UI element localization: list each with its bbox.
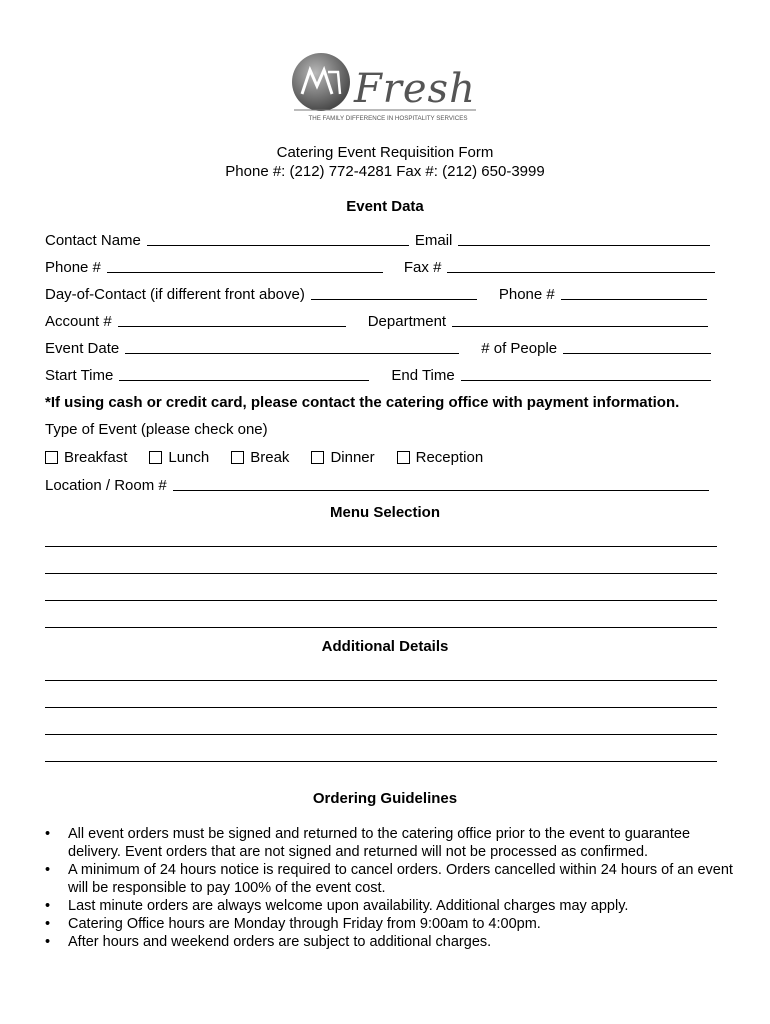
bullet-icon: • — [45, 898, 51, 914]
department-label: Department — [367, 313, 447, 330]
menu-line[interactable] — [45, 546, 717, 547]
email-blank[interactable] — [458, 244, 710, 246]
fax-field[interactable] — [404, 259, 716, 276]
list-item — [45, 897, 735, 915]
department-blank[interactable] — [452, 325, 708, 327]
day-of-contact-blank[interactable] — [311, 298, 477, 300]
details-line[interactable] — [45, 734, 717, 735]
list-item — [45, 825, 735, 861]
checkbox-label: Dinner — [330, 449, 375, 466]
account-field[interactable] — [45, 313, 346, 330]
checkbox-break[interactable] — [231, 449, 289, 466]
row-event-date-people — [45, 340, 725, 357]
guidelines-list — [45, 825, 735, 951]
num-people-field[interactable] — [481, 340, 711, 357]
bullet-icon: • — [45, 916, 51, 932]
event-date-blank[interactable] — [125, 352, 459, 354]
day-of-contact-label: Day-of-Contact (if different front above) — [45, 286, 305, 303]
guideline-text: After hours and weekend orders are subject to additional charges. — [68, 934, 492, 950]
row-start-end-time — [45, 367, 725, 384]
phone-label: Phone # — [45, 259, 101, 276]
checkbox-square-icon[interactable] — [231, 451, 244, 464]
checkbox-lunch[interactable] — [149, 449, 209, 466]
email-label: Email — [414, 232, 453, 249]
fax-label: Fax # — [403, 259, 442, 276]
phone2-label: Phone # — [498, 286, 555, 303]
start-time-field[interactable] — [45, 367, 369, 384]
bullet-icon: • — [45, 862, 51, 878]
company-logo — [288, 50, 488, 125]
type-of-event-prompt: Type of Event (please check one) — [45, 421, 268, 438]
row-phone-fax — [45, 259, 725, 276]
row-account-department — [45, 313, 725, 330]
guideline-text: Last minute orders are always welcome upon availability. Additional charges may apply. — [68, 898, 629, 914]
menu-selection-heading: Menu Selection — [329, 504, 441, 521]
checkbox-square-icon[interactable] — [397, 451, 410, 464]
row-contact-email — [45, 232, 725, 249]
list-item — [45, 933, 735, 951]
event-date-field[interactable] — [45, 340, 459, 357]
ordering-guidelines-heading: Ordering Guidelines — [312, 790, 458, 807]
contact-name-label: Contact Name — [45, 232, 141, 249]
department-field[interactable] — [368, 313, 708, 330]
phone-blank[interactable] — [107, 271, 383, 273]
row-location — [45, 477, 725, 494]
guideline-text: Catering Office hours are Monday through Friday from 9:00am to 4:00pm. — [68, 916, 541, 932]
checkbox-square-icon[interactable] — [45, 451, 58, 464]
fax-blank[interactable] — [447, 271, 715, 273]
details-line[interactable] — [45, 761, 717, 762]
checkbox-breakfast[interactable] — [45, 449, 127, 466]
logo-brand-text: Fresh — [354, 66, 476, 112]
email-field[interactable] — [415, 232, 711, 249]
account-label: Account # — [45, 313, 112, 330]
checkbox-square-icon[interactable] — [311, 451, 324, 464]
form-title: Catering Event Requisition Form — [276, 144, 494, 161]
location-blank[interactable] — [173, 489, 709, 491]
day-of-contact-field[interactable] — [45, 286, 477, 303]
contact-line: Phone #: (212) 772-4281 Fax #: (212) 650-3999 — [225, 163, 545, 180]
num-people-blank[interactable] — [563, 352, 711, 354]
menu-line[interactable] — [45, 600, 717, 601]
checkbox-square-icon[interactable] — [149, 451, 162, 464]
checkbox-label: Breakfast — [64, 449, 128, 466]
account-blank[interactable] — [118, 325, 346, 327]
guideline-text: A minimum of 24 hours notice is required to cancel orders. Orders cancelled within 24 hours of an event will be responsible to pay 100% of the event cost. — [68, 862, 733, 896]
end-time-field[interactable] — [391, 367, 710, 384]
payment-note: *If using cash or credit card, please contact the catering office with payment information. — [45, 394, 680, 411]
contact-name-field[interactable] — [45, 232, 409, 249]
details-line[interactable] — [45, 707, 717, 708]
start-time-blank[interactable] — [119, 379, 369, 381]
phone2-blank[interactable] — [561, 298, 707, 300]
num-people-label: # of People — [481, 340, 558, 357]
list-item — [45, 915, 735, 933]
menu-line[interactable] — [45, 573, 717, 574]
checkbox-dinner[interactable] — [311, 449, 374, 466]
start-time-label: Start Time — [45, 367, 114, 384]
guideline-text: All event orders must be signed and returned to the catering office prior to the event to guarantee delivery. Event orders that are not signed and returned will not be processed as confirmed. — [68, 826, 691, 860]
location-label: Location / Room # — [45, 477, 167, 494]
contact-name-blank[interactable] — [147, 244, 409, 246]
menu-line[interactable] — [45, 627, 717, 628]
event-data-heading: Event Data — [346, 198, 424, 215]
logo-tagline: THE FAMILY DIFFERENCE IN HOSPITALITY SERVICES — [308, 115, 468, 122]
checkbox-label: Reception — [415, 449, 484, 466]
checkbox-reception[interactable] — [397, 449, 484, 466]
details-line[interactable] — [45, 680, 717, 681]
checkbox-label: Break — [250, 449, 290, 466]
list-item — [45, 861, 735, 897]
end-time-label: End Time — [391, 367, 455, 384]
event-date-label: Event Date — [45, 340, 120, 357]
checkbox-label: Lunch — [168, 449, 210, 466]
phone-field[interactable] — [45, 259, 383, 276]
event-type-options — [45, 449, 505, 466]
bullet-icon: • — [45, 934, 51, 950]
bullet-icon: • — [45, 826, 51, 842]
phone2-field[interactable] — [499, 286, 707, 303]
row-day-of-contact — [45, 286, 725, 303]
end-time-blank[interactable] — [461, 379, 711, 381]
location-field[interactable] — [45, 477, 709, 494]
pm-monogram-logo — [288, 50, 488, 125]
additional-details-heading: Additional Details — [321, 638, 449, 655]
